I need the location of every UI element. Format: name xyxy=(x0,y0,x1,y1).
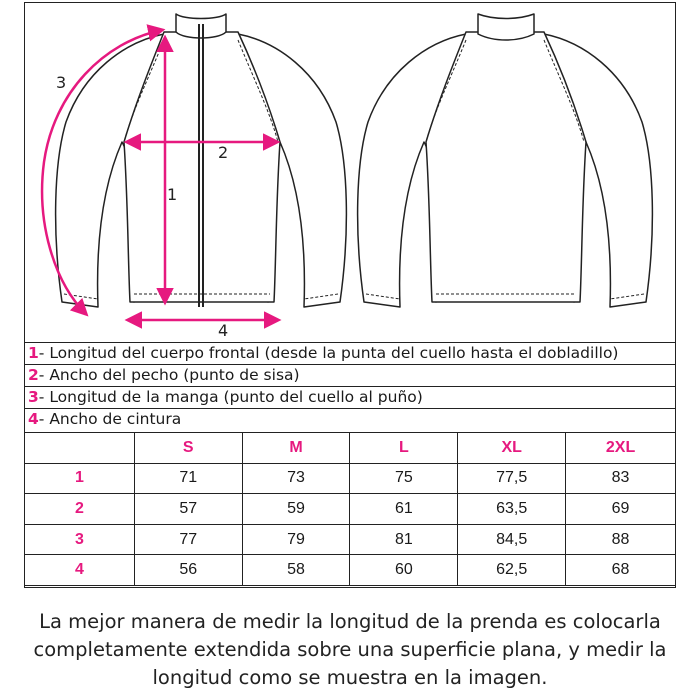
size-header-l: L xyxy=(350,433,458,464)
size-header-2xl: 2XL xyxy=(566,433,676,464)
legend-row-4 xyxy=(24,408,676,430)
size-table xyxy=(24,432,676,586)
size-header-blank xyxy=(25,433,135,464)
table-cell: 57 xyxy=(134,494,242,525)
table-cell: 77,5 xyxy=(458,463,566,494)
legend-text-2: - Ancho del pecho (punto de sisa) xyxy=(38,366,300,384)
row-label: 1 xyxy=(25,463,135,494)
footer-line-2: completamente extendida sobre una superficie plana, y medir la xyxy=(33,638,667,661)
row-label: 4 xyxy=(25,555,135,586)
measure-label-3: 3 xyxy=(56,73,67,92)
table-cell: 81 xyxy=(350,524,458,555)
footer-line-1: La mejor manera de medir la longitud de la prenda es colocarla xyxy=(39,610,661,633)
table-cell: 79 xyxy=(242,524,350,555)
table-cell: 61 xyxy=(350,494,458,525)
legend-num-4: 4 xyxy=(28,410,39,428)
table-cell: 58 xyxy=(242,555,350,586)
jacket-diagram xyxy=(24,2,676,342)
measure-label-2: 2 xyxy=(218,143,229,162)
table-row xyxy=(25,463,676,494)
table-cell: 69 xyxy=(566,494,676,525)
footer-line-3: longitud como se muestra en la imagen. xyxy=(152,666,548,689)
legend-num-3: 3 xyxy=(28,388,39,406)
legend-row-3 xyxy=(24,386,676,408)
table-cell: 71 xyxy=(134,463,242,494)
size-header-xl: XL xyxy=(458,433,566,464)
table-cell: 75 xyxy=(350,463,458,494)
table-cell: 83 xyxy=(566,463,676,494)
table-cell: 84,5 xyxy=(458,524,566,555)
legend-row-2 xyxy=(24,364,676,386)
size-header-m: M xyxy=(242,433,350,464)
front-collar xyxy=(176,14,226,38)
table-row xyxy=(25,494,676,525)
row-label: 2 xyxy=(25,494,135,525)
legend-num-2: 2 xyxy=(28,366,39,384)
table-cell: 56 xyxy=(134,555,242,586)
back-jacket xyxy=(358,14,653,307)
table-cell: 73 xyxy=(242,463,350,494)
table-cell: 77 xyxy=(134,524,242,555)
size-header-row xyxy=(25,433,676,464)
table-row xyxy=(25,555,676,586)
legend-text-3: - Longitud de la manga (punto del cuello al puño) xyxy=(38,388,423,406)
measure-label-1: 1 xyxy=(167,185,178,204)
legend-text-4: - Ancho de cintura xyxy=(38,410,182,428)
legend-text-1: - Longitud del cuerpo frontal (desde la punta del cuello hasta el dobladillo) xyxy=(38,344,619,362)
table-cell: 88 xyxy=(566,524,676,555)
back-collar xyxy=(478,14,534,40)
measure-label-4: 4 xyxy=(218,321,229,340)
footer-note xyxy=(0,608,700,692)
table-row xyxy=(25,524,676,555)
table-cell: 63,5 xyxy=(458,494,566,525)
back-body xyxy=(426,32,586,302)
table-cell: 62,5 xyxy=(458,555,566,586)
legend-row-1 xyxy=(24,342,676,364)
table-cell: 59 xyxy=(242,494,350,525)
legend-num-1: 1 xyxy=(28,344,39,362)
front-jacket xyxy=(56,14,347,307)
table-cell: 60 xyxy=(350,555,458,586)
row-label: 3 xyxy=(25,524,135,555)
table-cell: 68 xyxy=(566,555,676,586)
size-header-s: S xyxy=(134,433,242,464)
